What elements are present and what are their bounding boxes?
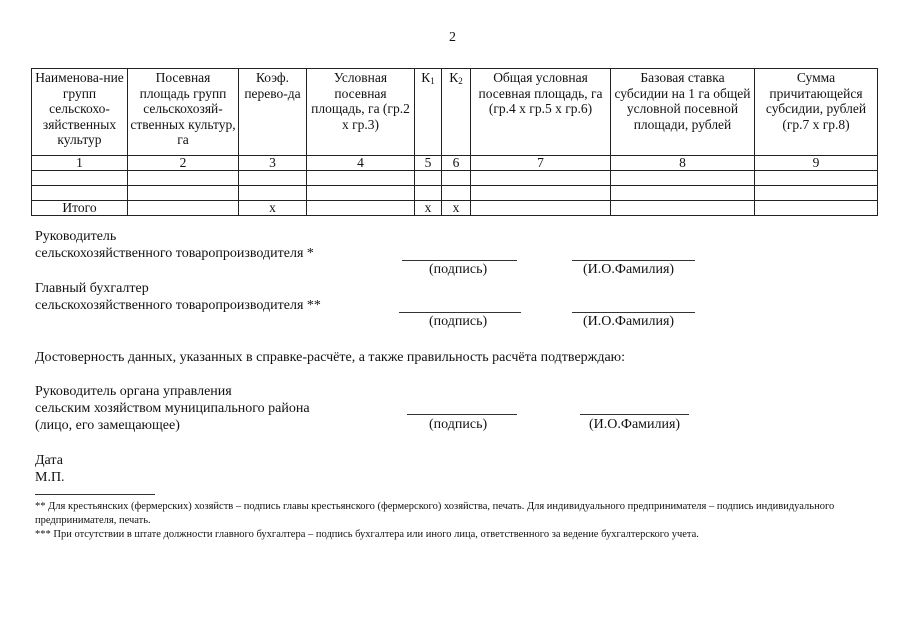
header-subsidy-sum: Сумма причитающейся субсидии, рублей (гр.7 х гр.8) bbox=[755, 69, 878, 156]
header-total-conditional-area: Общая условная посевная площадь, га (гр.4 х гр.5 х гр.6) bbox=[471, 69, 611, 156]
column-number: 1 bbox=[32, 156, 128, 171]
header-crop-group: Наименова-ние групп сельскохо-зяйственных культур bbox=[32, 69, 128, 156]
head-signature-line[interactable] bbox=[402, 260, 517, 261]
stamp-label: М.П. bbox=[35, 470, 65, 485]
total-cell[interactable] bbox=[307, 201, 415, 216]
table-cell[interactable] bbox=[239, 171, 307, 186]
head-name-caption: (И.О.Фамилия) bbox=[583, 262, 675, 277]
authority-signatory-block bbox=[35, 383, 310, 434]
accountant-title-line2: сельскохозяйственного товаропроизводителя ** bbox=[35, 298, 321, 313]
column-number: 8 bbox=[611, 156, 755, 171]
table-header-row bbox=[32, 69, 878, 156]
authority-title-line3: (лицо, его замещающее) bbox=[35, 418, 180, 433]
page-number: 2 bbox=[449, 30, 456, 45]
authority-name-caption: (И.О.Фамилия) bbox=[589, 417, 681, 432]
table-cell[interactable] bbox=[32, 186, 128, 201]
header-k1 bbox=[415, 69, 442, 156]
total-cell[interactable] bbox=[128, 201, 239, 216]
date-label: Дата bbox=[35, 453, 63, 468]
table-cell[interactable] bbox=[442, 171, 471, 186]
header-conditional-area: Условная посевная площадь, га (гр.2 х гр.3) bbox=[307, 69, 415, 156]
table-cell[interactable] bbox=[415, 186, 442, 201]
total-cell: x bbox=[239, 201, 307, 216]
table-cell[interactable] bbox=[128, 171, 239, 186]
footnote-2: *** При отсутствии в штате должности главного бухгалтера – подпись бухгалтера или иного лица, ответственного за ведение бухгалтерского учета. bbox=[35, 529, 699, 540]
head-name-line[interactable] bbox=[572, 260, 695, 261]
header-k2-sub: 2 bbox=[458, 76, 463, 86]
header-sown-area: Посевная площадь групп сельскохозяй-ственных культур, га bbox=[128, 69, 239, 156]
authority-signature-caption: (подпись) bbox=[429, 417, 488, 432]
authority-title-line1: Руководитель органа управления bbox=[35, 384, 232, 399]
total-row bbox=[32, 201, 878, 216]
table-cell[interactable] bbox=[239, 186, 307, 201]
header-k2-main: К bbox=[449, 70, 459, 85]
column-number: 2 bbox=[128, 156, 239, 171]
accountant-title-line1: Главный бухгалтер bbox=[35, 281, 149, 296]
header-k1-main: К bbox=[421, 70, 431, 85]
authority-name-line[interactable] bbox=[580, 414, 689, 415]
table-cell[interactable] bbox=[755, 186, 878, 201]
column-number: 3 bbox=[239, 156, 307, 171]
total-cell: x bbox=[442, 201, 471, 216]
head-title-line1: Руководитель bbox=[35, 229, 117, 244]
total-cell[interactable] bbox=[611, 201, 755, 216]
table-cell[interactable] bbox=[611, 186, 755, 201]
head-signatory-block bbox=[35, 228, 314, 262]
accountant-signature-line[interactable] bbox=[399, 312, 521, 313]
table-cell[interactable] bbox=[307, 186, 415, 201]
column-number: 4 bbox=[307, 156, 415, 171]
table-cell[interactable] bbox=[471, 171, 611, 186]
table-cell[interactable] bbox=[611, 171, 755, 186]
column-number: 7 bbox=[471, 156, 611, 171]
table-cell[interactable] bbox=[32, 171, 128, 186]
column-number: 9 bbox=[755, 156, 878, 171]
footnote-separator bbox=[35, 494, 155, 495]
table-cell[interactable] bbox=[471, 186, 611, 201]
column-number: 6 bbox=[442, 156, 471, 171]
table-row bbox=[32, 186, 878, 201]
head-signature-caption: (подпись) bbox=[429, 262, 488, 277]
authority-title-line2: сельским хозяйством муниципального района bbox=[35, 401, 310, 416]
date-stamp-block bbox=[35, 452, 65, 486]
table-cell[interactable] bbox=[755, 171, 878, 186]
accountant-name-line[interactable] bbox=[572, 312, 695, 313]
authority-signature-line[interactable] bbox=[407, 414, 517, 415]
column-number: 5 bbox=[415, 156, 442, 171]
total-cell[interactable] bbox=[471, 201, 611, 216]
total-label: Итого bbox=[32, 201, 128, 216]
head-title-line2: сельскохозяйственного товаропроизводителя * bbox=[35, 246, 314, 261]
table-cell[interactable] bbox=[442, 186, 471, 201]
accountant-signature-caption: (подпись) bbox=[429, 314, 488, 329]
footnotes bbox=[35, 500, 865, 542]
header-k1-sub: 1 bbox=[430, 76, 435, 86]
header-k2 bbox=[442, 69, 471, 156]
total-cell[interactable] bbox=[755, 201, 878, 216]
header-conversion-coef: Коэф. перево-да bbox=[239, 69, 307, 156]
table-cell[interactable] bbox=[415, 171, 442, 186]
accountant-name-caption: (И.О.Фамилия) bbox=[583, 314, 675, 329]
table-cell[interactable] bbox=[307, 171, 415, 186]
footnote-1: ** Для крестьянских (фермерских) хозяйств – подпись главы крестьянского (фермерского) хозяйства, печать. Для индивидуального предпринимателя – подпись индивидуального предпринимателя, печать. bbox=[35, 501, 835, 526]
table-row bbox=[32, 171, 878, 186]
table-cell[interactable] bbox=[128, 186, 239, 201]
accountant-signatory-block bbox=[35, 280, 321, 314]
header-base-rate: Базовая ставка субсидии на 1 га общей условной посевной площади, рублей bbox=[611, 69, 755, 156]
subsidy-calculation-table bbox=[31, 68, 878, 216]
total-cell: x bbox=[415, 201, 442, 216]
column-number-row bbox=[32, 156, 878, 171]
confirmation-text: Достоверность данных, указанных в справке-расчёте, а также правильность расчёта подтверждаю: bbox=[35, 350, 626, 365]
